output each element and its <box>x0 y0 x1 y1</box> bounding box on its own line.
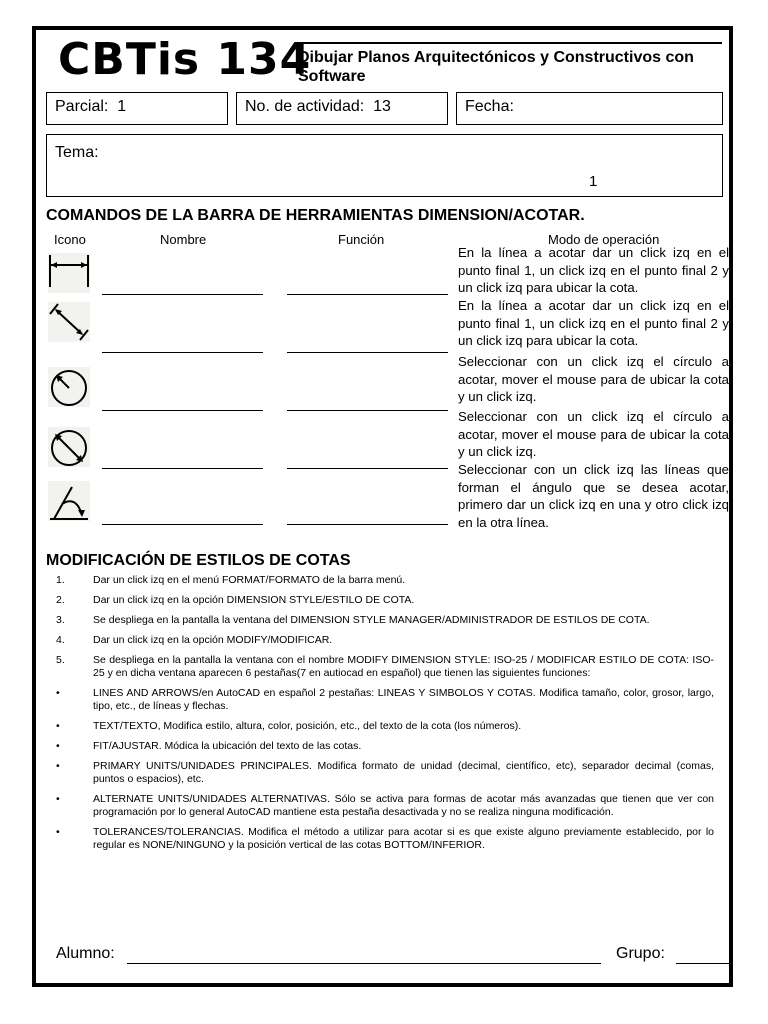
list-bullet: • <box>56 760 60 772</box>
list-item <box>52 760 714 786</box>
function-blank-5[interactable] <box>287 524 448 525</box>
name-blank-5[interactable] <box>102 524 263 525</box>
grupo-label: Grupo: <box>616 945 665 962</box>
alumno-label: Alumno: <box>56 945 115 962</box>
list-bullet: • <box>56 740 60 752</box>
name-blank-4[interactable] <box>102 468 263 469</box>
list-item <box>52 740 714 753</box>
function-blank-4[interactable] <box>287 468 448 469</box>
subject-rule <box>296 42 722 44</box>
fecha-label: Fecha: <box>465 98 514 115</box>
mode-text-1: En la línea a acotar dar un click izq en el punto final 1, un click izq en el punto final 2 y un click izq para ubicar la cota. <box>458 245 729 295</box>
actividad-value: 13 <box>373 98 391 115</box>
linear-dimension-icon <box>48 253 90 293</box>
list-bullet: 1. <box>56 574 65 586</box>
list-item <box>52 826 714 852</box>
function-blank-1[interactable] <box>287 294 448 295</box>
tema-box[interactable] <box>46 134 723 197</box>
alumno-blank[interactable] <box>127 963 601 964</box>
col-header-name: Nombre <box>160 232 207 247</box>
list-bullet: 4. <box>56 634 65 646</box>
list-bullet: • <box>56 826 60 838</box>
col-header-function: Función <box>338 232 385 247</box>
list-text: Se despliega en la pantalla la ventana del DIMENSION STYLE MANAGER/ADMINISTRADOR DE ESTILOS DE COTA. <box>93 614 650 626</box>
subject-title: Dibujar Planos Arquitectónicos y Constructivos con Software <box>298 49 694 85</box>
grupo-blank[interactable] <box>676 963 730 964</box>
aligned-dimension-icon <box>48 302 90 342</box>
commands-title: COMANDOS DE LA BARRA DE HERRAMIENTAS DIMENSION/ACOTAR. <box>46 207 585 224</box>
list-item <box>52 720 714 733</box>
list-text: Dar un click izq en la opción MODIFY/MODIFICAR. <box>93 634 333 646</box>
parcial-box <box>46 92 228 125</box>
list-item <box>52 793 714 819</box>
list-bullet: 5. <box>56 654 65 666</box>
list-text: Dar un click izq en el menú FORMAT/FORMATO de la barra menú. <box>93 574 406 586</box>
diameter-dimension-icon <box>48 427 90 467</box>
tema-page-number: 1 <box>589 173 598 190</box>
mode-text-3: Seleccionar con un click izq el círculo a acotar, mover el mouse para de ubicar la cota y un click izq. <box>458 354 729 404</box>
list-bullet: • <box>56 687 60 699</box>
actividad-label: No. de actividad: <box>245 98 365 115</box>
list-item <box>52 634 714 647</box>
list-text: LINES AND ARROWS/en AutoCAD en español 2 pestañas: LINEAS Y SIMBOLOS Y COTAS. Modifica tamaño, color, grosor, largo, tipo, etc., de líneas y flechas. <box>93 687 714 712</box>
parcial-value: 1 <box>117 98 127 115</box>
list-item <box>52 687 714 713</box>
function-blank-2[interactable] <box>287 352 448 353</box>
list-text: TOLERANCES/TOLERANCIAS. Modifica el método a utilizar para acotar si es que existe alguno previamente establecido, por lo regular es NONE/NINGUNO y la posición vertical de las cotas BOTTOM/INFERIOR. <box>93 826 714 851</box>
list-item <box>52 654 714 680</box>
list-text: Dar un click izq en la opción DIMENSION STYLE/ESTILO DE COTA. <box>93 594 415 606</box>
styles-steps-list <box>52 574 714 859</box>
function-blank-3[interactable] <box>287 410 448 411</box>
list-bullet: • <box>56 720 60 732</box>
actividad-box <box>236 92 448 125</box>
list-bullet: 3. <box>56 614 65 626</box>
school-logo-text: CBTis 134 <box>58 34 312 85</box>
name-blank-1[interactable] <box>102 294 263 295</box>
mode-text-4: Seleccionar con un click izq el círculo a acotar, mover el mouse para de ubicar la cota y un click izq. <box>458 409 729 459</box>
list-item <box>52 594 714 607</box>
col-header-icon: Icono <box>54 232 86 247</box>
list-text: ALTERNATE UNITS/UNIDADES ALTERNATIVAS. Sólo se activa para formas de acotar más avanzadas que tienen que ver con programación por lo general AutoCAD mantiene esta pestaña desactivada y no se realiza ninguna modificación. <box>93 793 714 818</box>
fecha-box[interactable] <box>456 92 723 125</box>
mode-text-5: Seleccionar con un click izq las líneas que forman el ángulo que se desea acotar, primero dar un click izq en una y otro click izq en la otra línea. <box>458 462 729 530</box>
mode-text-2: En la línea a acotar dar un click izq en el punto final 1, un click izq en el punto final 2 y un click izq para ubicar la cota. <box>458 298 729 348</box>
tema-label: Tema: <box>55 144 99 161</box>
list-bullet: • <box>56 793 60 805</box>
list-text: Se despliega en la pantalla la ventana con el nombre MODIFY DIMENSION STYLE: ISO-25 / MODIFICAR ESTILO DE COTA: ISO-25 y en dicha ventana aparecen 6 pestañas(7 en autiocad en español) que tienen las siguientes funciones: <box>93 654 714 679</box>
parcial-label: Parcial: <box>55 98 109 115</box>
list-bullet: 2. <box>56 594 65 606</box>
list-text: PRIMARY UNITS/UNIDADES PRINCIPALES. Modifica formato de unidad (decimal, científico, etc), separador decimal (comas, puntos o espacios), etc. <box>93 760 714 785</box>
name-blank-2[interactable] <box>102 352 263 353</box>
radius-dimension-icon <box>48 367 90 407</box>
styles-title: MODIFICACIÓN DE ESTILOS DE COTAS <box>46 552 351 569</box>
list-item <box>52 574 714 587</box>
name-blank-3[interactable] <box>102 410 263 411</box>
angular-dimension-icon <box>48 481 90 521</box>
col-header-mode: Modo de operación <box>548 232 660 247</box>
list-text: FIT/AJUSTAR. Módica la ubicación del texto de las cotas. <box>93 740 362 752</box>
list-item <box>52 614 714 627</box>
list-text: TEXT/TEXTO, Modifica estilo, altura, color, posición, etc., del texto de la cota (los números). <box>93 720 522 732</box>
